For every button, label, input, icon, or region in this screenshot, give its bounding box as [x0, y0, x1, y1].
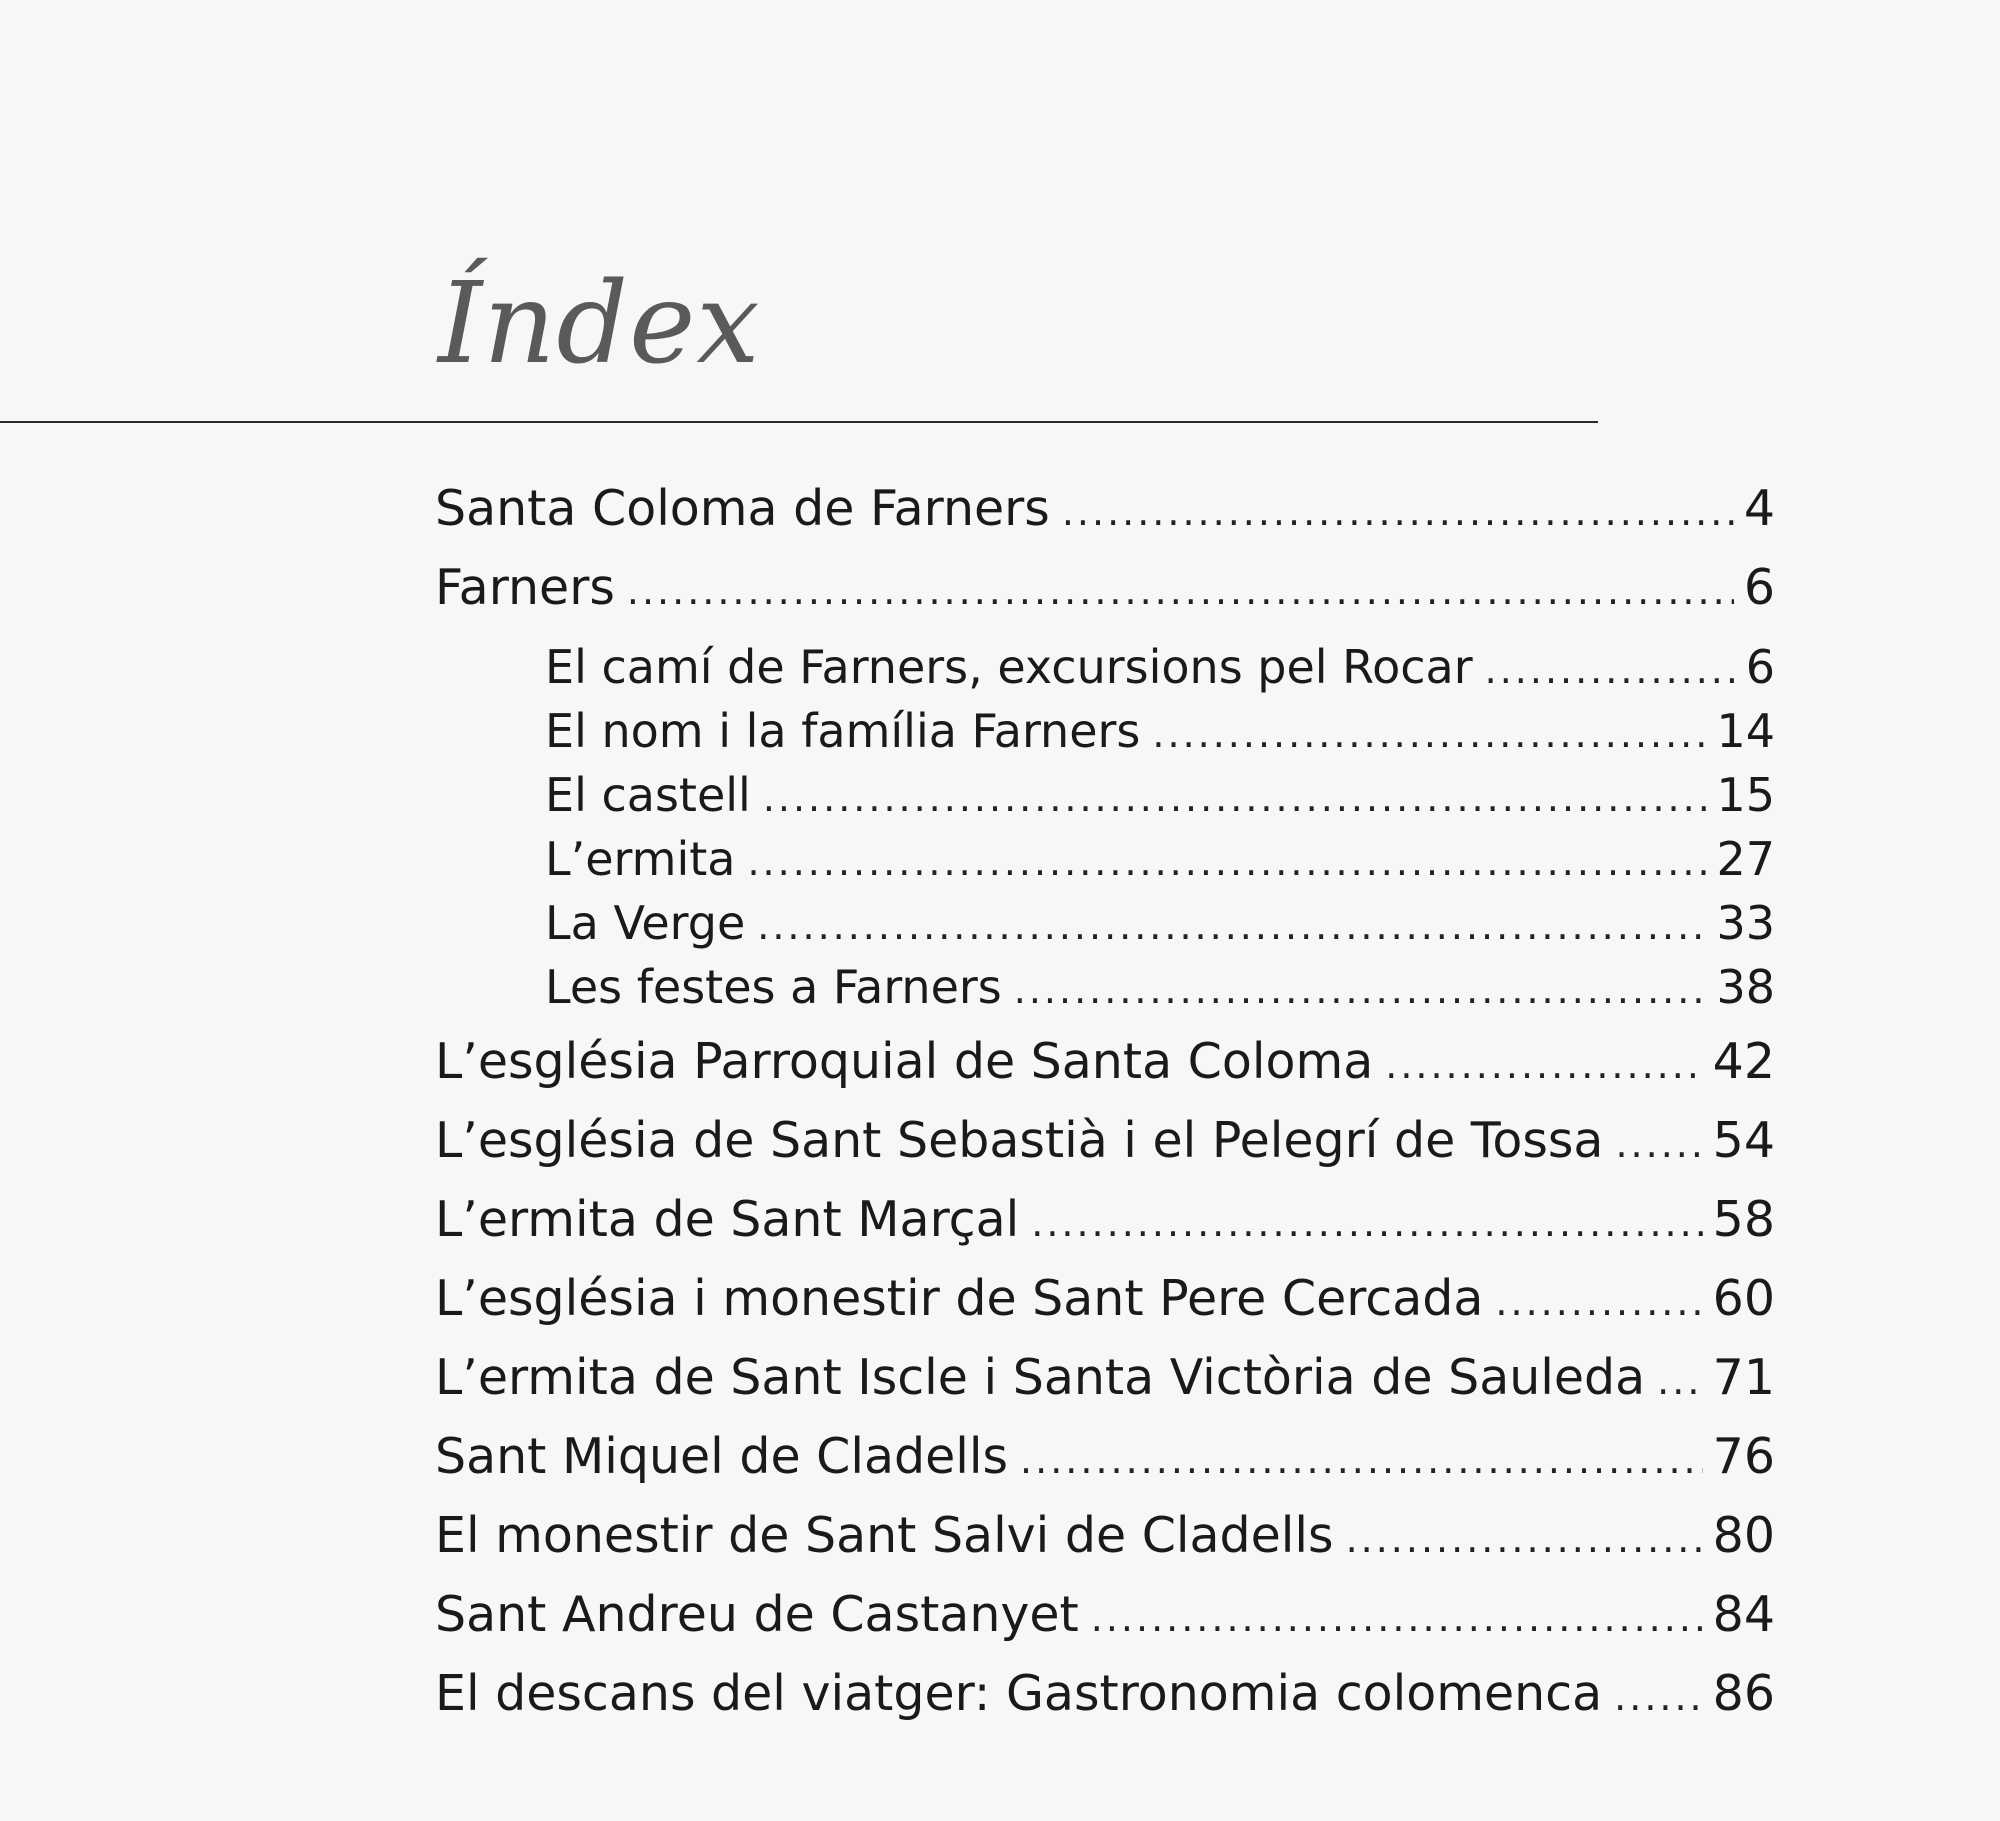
- toc-dot-leader: [1657, 1348, 1702, 1414]
- toc-page-number: 38: [1716, 960, 1775, 1014]
- toc-entry-title: L’església Parroquial de Santa Coloma: [435, 1033, 1374, 1090]
- toc-entry-title: Sant Miquel de Cladells: [435, 1428, 1009, 1485]
- toc-dot-leader: [1091, 1585, 1703, 1651]
- toc-entry-title: L’església de Sant Sebastià i el Pelegrí de Tossa: [435, 1112, 1604, 1169]
- toc-entry[interactable]: [435, 1266, 1775, 1332]
- title-divider: [0, 421, 1598, 423]
- toc-dot-leader: [627, 558, 1734, 624]
- toc-entry[interactable]: [435, 1029, 1775, 1095]
- toc-dot-leader: [1152, 701, 1706, 767]
- toc-dot-leader: [1385, 1032, 1702, 1098]
- toc-dot-leader: [757, 893, 1706, 959]
- toc-entry-title: El descans del viatger: Gastronomia colomenca: [435, 1665, 1603, 1722]
- toc-subentry[interactable]: [545, 890, 1775, 956]
- toc-dot-leader: [1062, 479, 1734, 545]
- toc-entry-title: El castell: [545, 768, 751, 822]
- toc-dot-leader: [1485, 637, 1736, 703]
- toc-subentry[interactable]: [545, 954, 1775, 1020]
- toc-dot-leader: [1346, 1506, 1703, 1572]
- toc-page-number: 60: [1712, 1270, 1775, 1327]
- toc-entry-title: Les festes a Farners: [545, 960, 1002, 1014]
- toc-page-number: 76: [1712, 1428, 1775, 1485]
- toc-page-number: 27: [1716, 832, 1775, 886]
- toc-page-number: 86: [1712, 1665, 1775, 1722]
- toc-page-number: 15: [1716, 768, 1775, 822]
- toc-entry[interactable]: [435, 1345, 1775, 1411]
- toc-entry-title: La Verge: [545, 896, 746, 950]
- toc-dot-leader: [763, 765, 1707, 831]
- toc-page-number: 80: [1712, 1507, 1775, 1564]
- toc-dot-leader: [1615, 1111, 1702, 1177]
- toc-dot-leader: [1614, 1664, 1702, 1730]
- page-title: Índex: [438, 259, 761, 389]
- toc-subentry[interactable]: [545, 698, 1775, 764]
- toc-subentry[interactable]: [545, 634, 1775, 700]
- toc-page-number: 42: [1712, 1033, 1775, 1090]
- toc-page-number: 71: [1712, 1349, 1775, 1406]
- toc-dot-leader: [747, 829, 1706, 895]
- toc-page-number: 33: [1716, 896, 1775, 950]
- toc-entry-title: Farners: [435, 559, 615, 616]
- toc-subentry[interactable]: [545, 762, 1775, 828]
- toc-entry-title: L’església i monestir de Sant Pere Cercada: [435, 1270, 1484, 1327]
- toc-page-number: 58: [1712, 1191, 1775, 1248]
- toc-entry-title: L’ermita de Sant Marçal: [435, 1191, 1020, 1248]
- toc-entry[interactable]: [435, 555, 1775, 621]
- toc-entry[interactable]: [435, 476, 1775, 542]
- toc-entry-title: L’ermita: [545, 832, 736, 886]
- toc-subentry[interactable]: [545, 826, 1775, 892]
- toc-entry[interactable]: [435, 1661, 1775, 1727]
- toc-page-number: 6: [1743, 559, 1775, 616]
- toc-entry-title: El monestir de Sant Salvi de Cladells: [435, 1507, 1334, 1564]
- toc-entry-title: El nom i la família Farners: [545, 704, 1141, 758]
- toc-entry-title: L’ermita de Sant Iscle i Santa Victòria de Sauleda: [435, 1349, 1646, 1406]
- toc-page-number: 6: [1745, 640, 1775, 694]
- toc-entry[interactable]: [435, 1108, 1775, 1174]
- toc-entry[interactable]: [435, 1503, 1775, 1569]
- toc-entry[interactable]: [435, 1187, 1775, 1253]
- toc-dot-leader: [1020, 1427, 1703, 1493]
- toc-entry-title: El camí de Farners, excursions pel Rocar: [545, 640, 1473, 694]
- toc-dot-leader: [1031, 1190, 1702, 1256]
- toc-page-number: 14: [1716, 704, 1775, 758]
- toc-entry[interactable]: [435, 1582, 1775, 1648]
- toc-entry-title: Sant Andreu de Castanyet: [435, 1586, 1079, 1643]
- toc-page-number: 54: [1712, 1112, 1775, 1169]
- toc-page-number: 84: [1712, 1586, 1775, 1643]
- toc-dot-leader: [1495, 1269, 1702, 1335]
- toc-page-number: 4: [1743, 480, 1775, 537]
- toc-entry[interactable]: [435, 1424, 1775, 1490]
- toc-entry-title: Santa Coloma de Farners: [435, 480, 1050, 537]
- toc-dot-leader: [1014, 957, 1707, 1023]
